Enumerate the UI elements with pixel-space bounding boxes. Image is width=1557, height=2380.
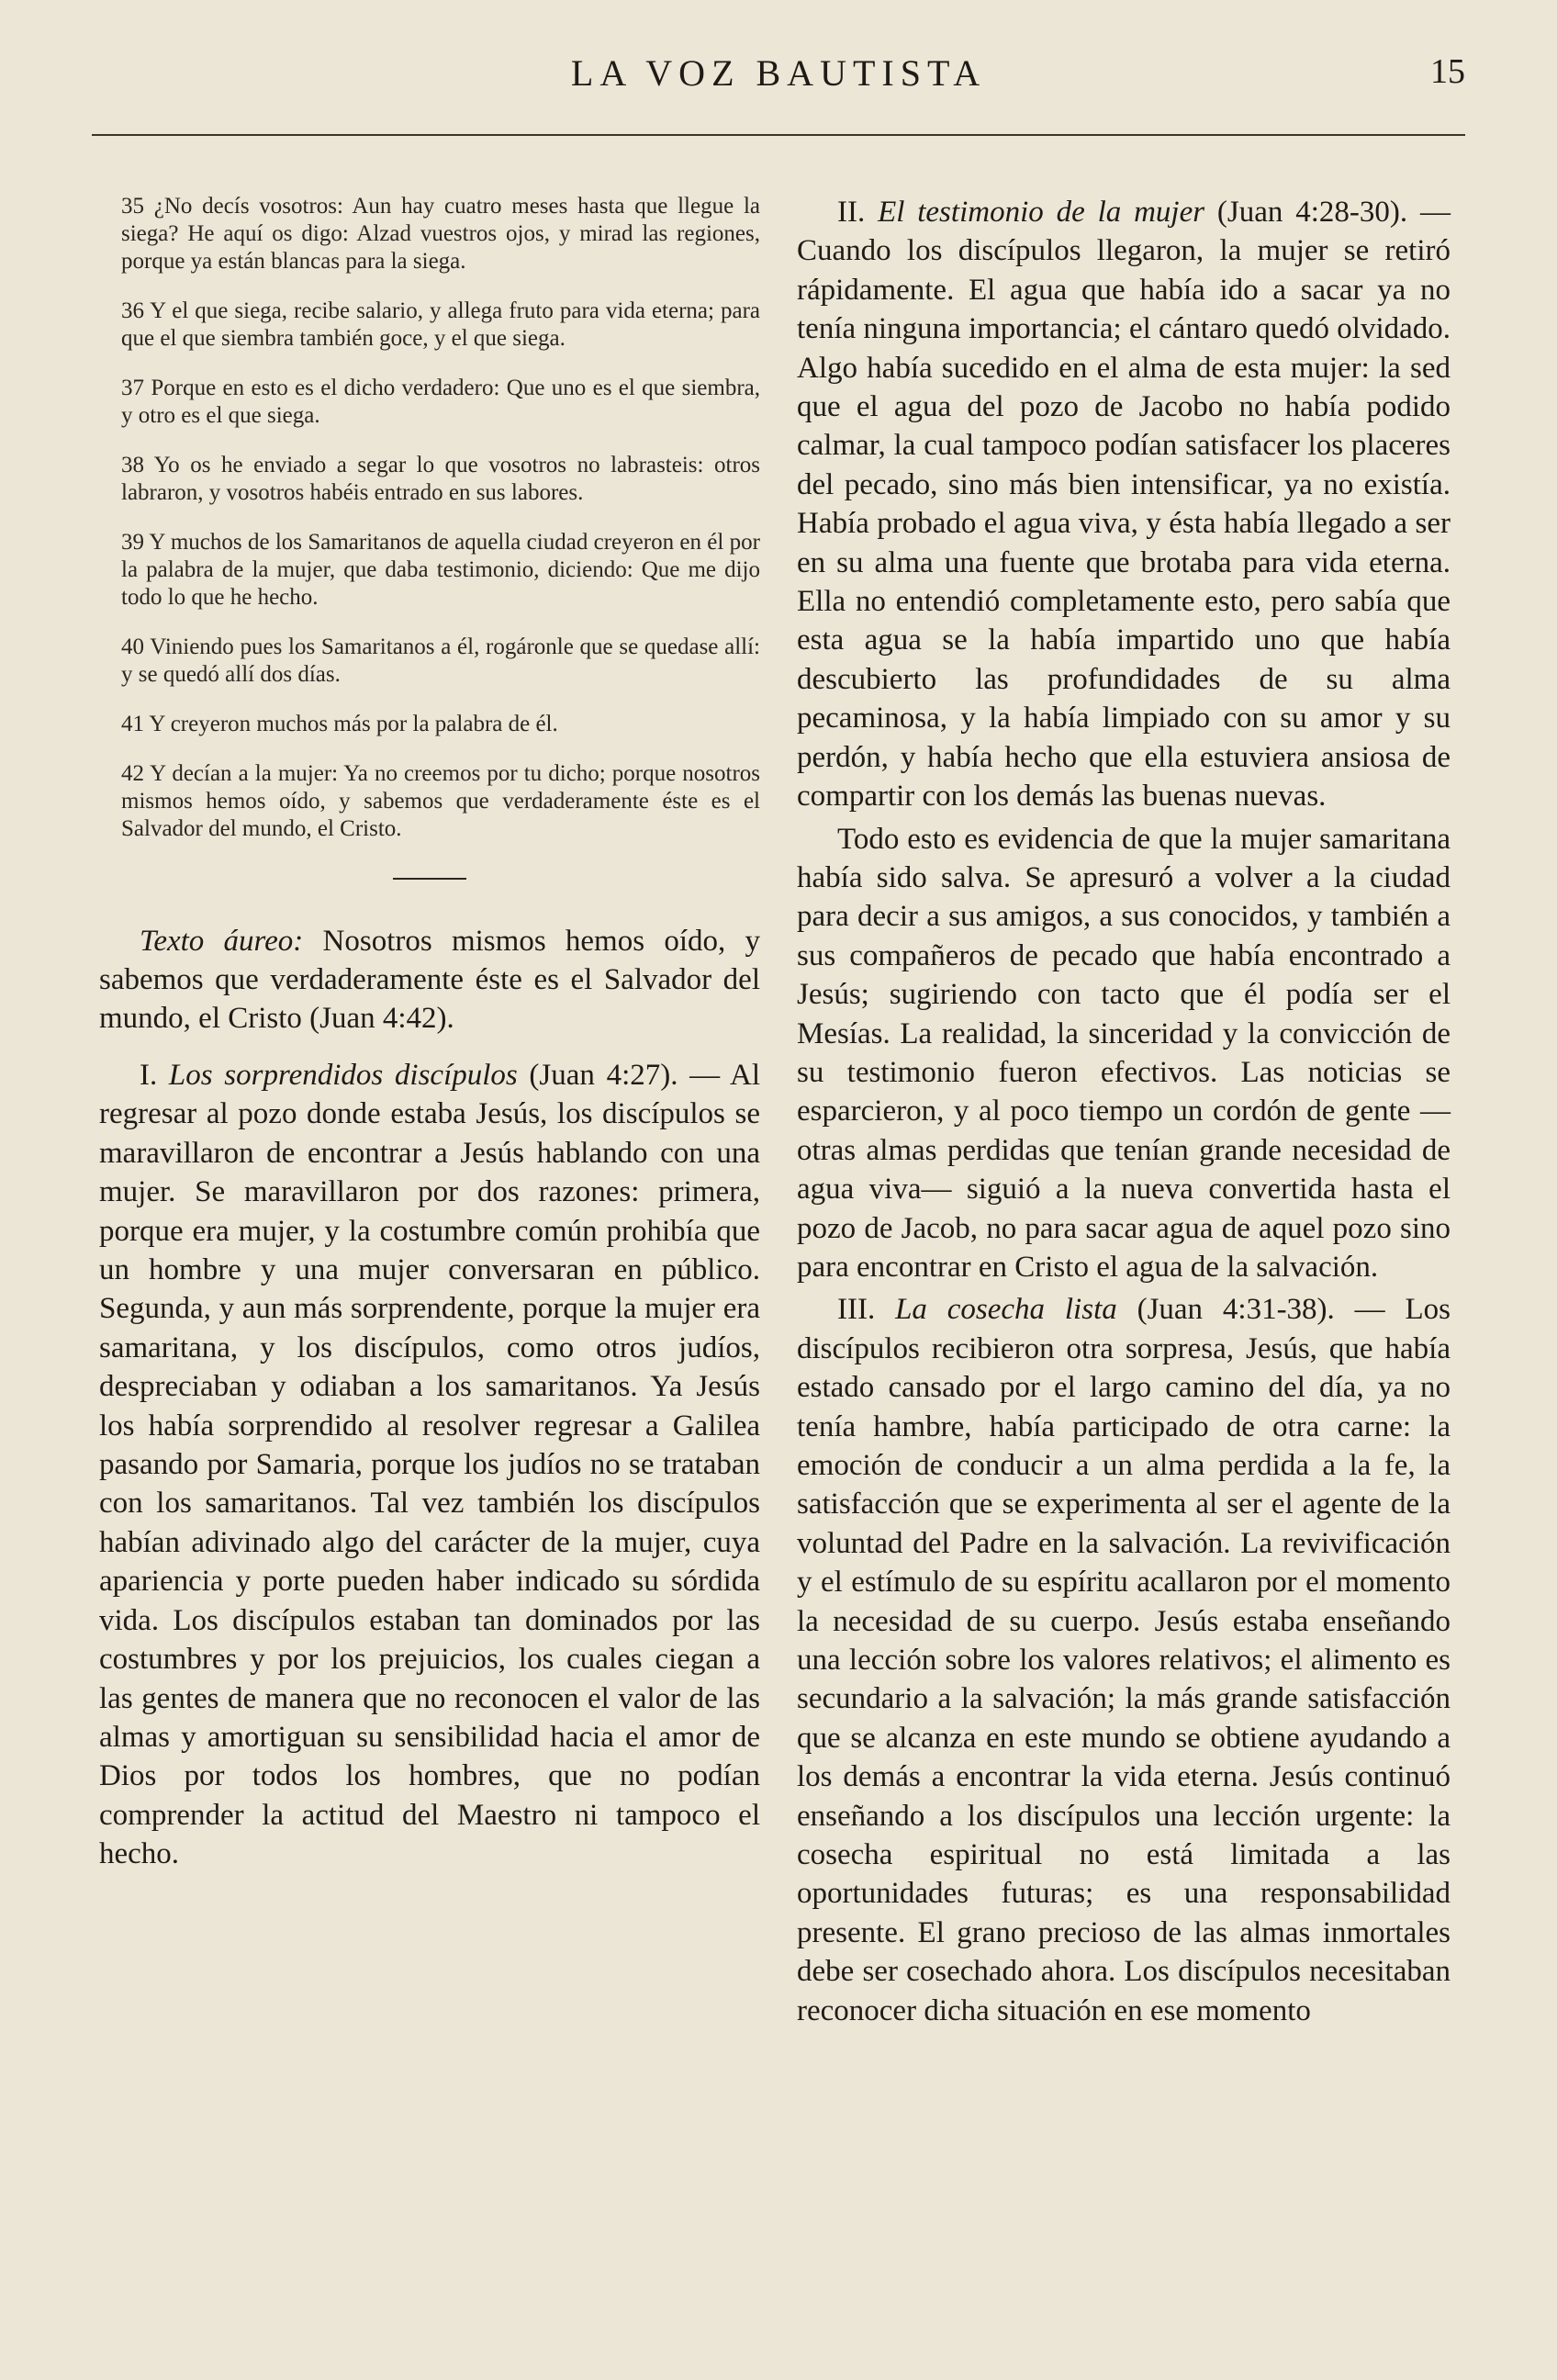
header-rule <box>92 134 1465 136</box>
section-numeral: III. <box>837 1293 876 1327</box>
section-2-paragraph <box>797 193 1451 816</box>
verse-number: 42 <box>121 761 144 786</box>
section-text: — Los discípulos recibieron otra sorpresa, Jesús, que había estado cansado por el largo camino del día, ya no tenía hambre, había participado de otra carne: la emoción de conducir a un alma perdida a la fe, la satisfacción que se experimenta al ser el agente de la voluntad del Padre en la salvación. La revivificación y el estímulo de su espíritu acallaron por el momento la necesidad de su cuerpo. Jesús estaba enseñando una lección sobre los valores relativos; el alimento es secundario a la salvación; la más grande satisfacción que se alcanza en este mundo se obtiene ayudando a los demás a encontrar la vida eterna. Jesús continuó enseñando a los discípulos una lección urgente: la cosecha espiritual no está limitada a las oportunidades futuras; es una responsabilidad presente. El grano precioso de las almas inmortales debe ser cosechado ahora. Los discípulos necesitaban reconocer dicha situación en ese momento <box>797 1293 1451 2027</box>
golden-text-body: Nosotros mismos hemos oído, y sabemos que verdaderamente éste es el Salvador del mundo, el Cristo (Juan 4:42). <box>99 925 760 1035</box>
section-reference: (Juan 4:28-30). <box>1216 196 1408 229</box>
section-divider <box>393 878 466 880</box>
verse-text: Y muchos de los Samaritanos de aquella ciudad creyeron en él por la palabra de la mujer, que daba testimonio, diciendo: Que me dijo todo lo que he hecho. <box>121 530 760 610</box>
verse-39 <box>121 529 760 612</box>
section-reference: (Juan 4:31-38). <box>1137 1293 1335 1327</box>
verse-text: ¿No decís vosotros: Aun hay cuatro meses hasta que llegue la siega? He aquí os digo: Alzad vuestros ojos, y mirad las regiones, porque ya están blancas para la siega. <box>121 194 760 274</box>
verse-text: Y creyeron muchos más por la palabra de él. <box>149 712 558 736</box>
verse-text: Yo os he enviado a segar lo que vosotros no labrasteis: otros labraron, y vosotros habéis entrado en sus labores. <box>121 453 760 505</box>
verse-35 <box>121 193 760 275</box>
running-title: LA VOZ BAUTISTA <box>570 52 987 94</box>
left-column <box>99 193 760 1878</box>
verse-38 <box>121 452 760 507</box>
verse-number: 35 <box>121 194 144 219</box>
section-text: Todo esto es evidencia de que la mujer samaritana había sido salva. Se apresuró a volver a la ciudad para decir a sus amigos, a sus conocidos, y también a sus compañeros de pecado que había encontrado a Jesús; sugiriendo con tacto que él podía ser el Mesías. La realidad, la sinceridad y la convicción de su testimonio fueron efectivos. Las noticias se esparcieron, y al poco tiempo un cordón de gente —otras almas perdidas que tenían grande necesidad de agua viva— siguió a la nueva convertida hasta el pozo de Jacob, no para sacar agua de aquel pozo sino para encontrar en Cristo el agua de la salvación. <box>797 822 1451 1284</box>
section-text: — Cuando los discípulos llegaron, la mujer se retiró rápidamente. El agua que había ido a sacar ya no tenía ninguna importancia; el cántaro quedó olvidado. Algo había sucedido en el alma de esta mujer: la sed que el agua del pozo de Jacobo no había podido calmar, la cual tampoco podían satisfacer los placeres del pecado, sino más bien intensificar, ya no existía. Había probado el agua viva, y ésta había llegado a ser en su alma una fuente que brotaba para vida eterna. Ella no entendió completamente esto, pero sabía que esta agua se la había impartido uno que había descubierto las profundidades de su alma pecaminosa, y la había limpiado con su amor y su perdón, y había hecho que ella estuviera ansiosa de compartir con los demás las buenas nuevas. <box>797 196 1451 814</box>
verse-36 <box>121 298 760 353</box>
verse-number: 36 <box>121 298 144 323</box>
verse-number: 41 <box>121 712 144 736</box>
verse-text: Y el que siega, recibe salario, y allega fruto para vida eterna; para que el que siembra también goce, y el que siega. <box>121 298 760 351</box>
verse-number: 37 <box>121 376 144 400</box>
section-title: La cosecha lista <box>895 1293 1117 1327</box>
section-2-continuation <box>797 820 1451 1287</box>
golden-text <box>99 922 760 1038</box>
verse-number: 39 <box>121 530 144 555</box>
section-reference: (Juan 4:27). <box>529 1059 678 1092</box>
verse-text: Porque en esto es el dicho verdadero: Que uno es el que siembra, y otro es el que siega. <box>121 376 761 428</box>
section-1-paragraph <box>99 1056 760 1874</box>
page-number: 15 <box>1430 52 1465 91</box>
section-numeral: II. <box>837 196 866 229</box>
verse-40 <box>121 634 760 689</box>
verse-42 <box>121 760 760 843</box>
verse-number: 40 <box>121 634 144 659</box>
right-column <box>797 193 1451 2034</box>
section-title: Los sorprendidos discípulos <box>168 1059 518 1092</box>
verse-37 <box>121 375 760 430</box>
verse-text: Viniendo pues los Samaritanos a él, rogáronle que se quedase allí: y se quedó allí dos días. <box>121 634 760 687</box>
verse-text: Y decían a la mujer: Ya no creemos por tu dicho; porque nosotros mismos hemos oído, y sabemos que verdaderamente éste es el Salvador del mundo, el Cristo. <box>121 761 760 841</box>
verse-number: 38 <box>121 453 144 477</box>
page-header <box>92 46 1465 101</box>
section-3-paragraph <box>797 1290 1451 2030</box>
section-text: — Al regresar al pozo donde estaba Jesús, los discípulos se maravillaron de encontrar a Jesús hablando con una mujer. Se maravillaron por dos razones: primera, porque era mujer, y la costumbre común prohibía que un hombre y una mujer conversaran en público. Segunda, y aun más sorprendente, porque la mujer era samaritana, y los discípulos, como otros judíos, despreciaban y odiaban a los samaritanos. Ya Jesús los había sorprendido al resolver regresar a Galilea pasando por Samaria, porque los judíos no se trataban con los samaritanos. Tal vez también los discípulos habían adivinado algo del carácter de la mujer, cuya apariencia y porte pueden haber indicado su sórdida vida. Los discípulos estaban tan dominados por las costumbres y por los prejuicios, los cuales ciegan a las gentes de manera que no reconocen el valor de las almas y amortiguan su sensibilidad hacia el amor de Dios por todos los hombres, que no podían comprender la actitud del Maestro ni tampoco el hecho. <box>99 1059 761 1871</box>
section-numeral: I. <box>140 1059 158 1092</box>
verse-41 <box>121 711 760 738</box>
golden-text-label: Texto áureo: <box>140 925 304 958</box>
section-title: El testimonio de la mujer <box>878 196 1205 229</box>
